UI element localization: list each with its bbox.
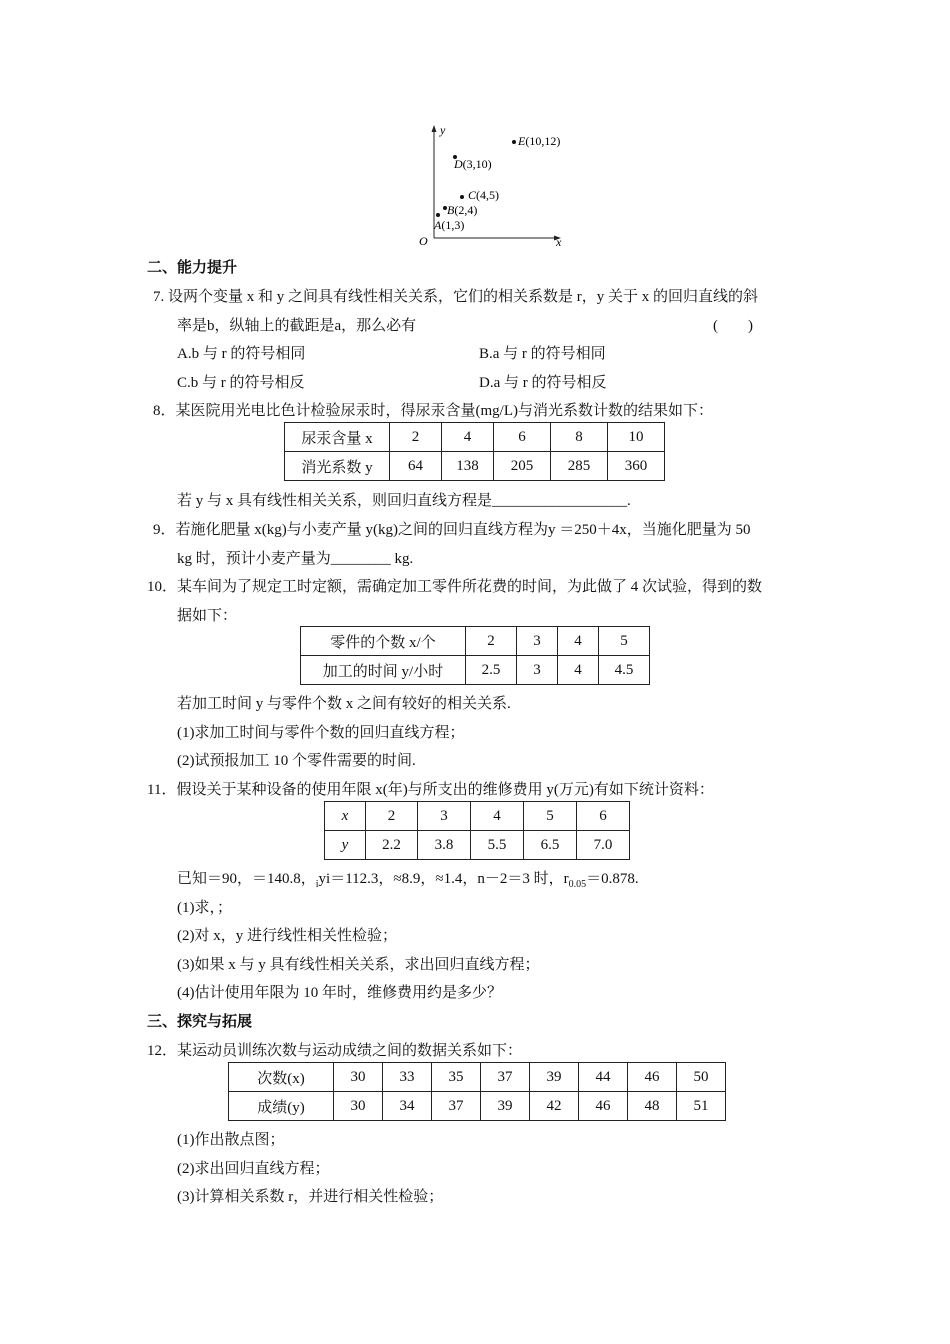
q11-known-sub2: 0.05 [568, 879, 587, 890]
table-cell: x [325, 802, 366, 831]
table-row [285, 423, 665, 452]
scatter-label-c: C(4,5) [468, 188, 500, 202]
table-row [325, 802, 630, 831]
q7-answer-paren: ( ) [713, 318, 753, 334]
y-axis-label: y [440, 123, 446, 137]
table-cell: 46 [579, 1092, 628, 1121]
table-cell: y [325, 831, 366, 860]
table-cell: 零件的个数 x/个 [301, 627, 466, 656]
q7-option-a: A.b 与 r 的符号相同 [177, 346, 306, 362]
table-cell: 6 [494, 423, 551, 452]
section-heading-explore: 三、探究与拓展 [147, 1013, 253, 1030]
q11-known [177, 869, 639, 895]
table-cell: 33 [383, 1063, 432, 1092]
table-cell: 3 [517, 656, 558, 685]
q7-option-b: B.a 与 r 的符号相同 [479, 346, 606, 362]
table-cell: 34 [383, 1092, 432, 1121]
table-cell: 2 [466, 627, 517, 656]
table-cell: 4 [558, 627, 599, 656]
table-cell: 3 [517, 627, 558, 656]
q12-part1: (1)作出散点图； [177, 1132, 285, 1148]
table-cell: 51 [677, 1092, 726, 1121]
table-cell: 5 [524, 802, 577, 831]
q12-part2: (2)求出回归直线方程； [177, 1161, 330, 1177]
table-cell: 8 [551, 423, 608, 452]
q11-line1: 11．假设关于某种设备的使用年限 x(年)与所支出的维修费用 y(万元)有如下统计资料： [147, 782, 714, 798]
q8-after: 若 y 与 x 具有线性相关关系，则回归直线方程是__________________. [177, 493, 631, 509]
table-row [229, 1092, 726, 1121]
table-cell: 2.5 [466, 656, 517, 685]
table-cell: 138 [442, 452, 494, 481]
table-cell: 44 [579, 1063, 628, 1092]
table-cell: 46 [628, 1063, 677, 1092]
table-cell: 7.0 [577, 831, 630, 860]
table-cell: 2 [390, 423, 442, 452]
q8-line1: 8．某医院用光电比色计检验尿汞时，得尿汞含量(mg/L)与消光系数计数的结果如下： [153, 403, 713, 419]
q7-line1: 7. 设两个变量 x 和 y 之间具有线性相关关系，它们的相关系数是 r，y 关于 x 的回归直线的斜 [153, 289, 758, 305]
q10-part1: (1)求加工时间与零件个数的回归直线方程； [177, 725, 465, 741]
q12-table [228, 1062, 726, 1121]
table-cell: 尿汞含量 x [285, 423, 390, 452]
scatter-label-e: E(10,12) [518, 134, 561, 148]
table-cell: 205 [494, 452, 551, 481]
table-cell: 6 [577, 802, 630, 831]
table-cell: 42 [530, 1092, 579, 1121]
q7-option-d: D.a 与 r 的符号相反 [479, 375, 607, 391]
table-cell: 2.2 [366, 831, 418, 860]
q11-known-c: ＝0.878. [586, 871, 639, 887]
table-cell: 成绩(y) [229, 1092, 334, 1121]
q11-part1: (1)求，； [177, 900, 232, 916]
q11-table [324, 801, 630, 860]
q7-option-c: C.b 与 r 的符号相反 [177, 375, 305, 391]
scatter-point-a [436, 213, 440, 217]
table-cell: 35 [432, 1063, 481, 1092]
table-cell: 3 [418, 802, 471, 831]
scatter-label-b: B(2,4) [447, 203, 478, 217]
q12-part3: (3)计算相关系数 r，并进行相关性检验； [177, 1189, 444, 1205]
table-cell: 50 [677, 1063, 726, 1092]
table-cell: 4.5 [599, 656, 650, 685]
q7-line2: 率是b，纵轴上的截距是a，那么必有 [177, 318, 417, 334]
table-cell: 39 [481, 1092, 530, 1121]
x-axis-label: x [556, 235, 562, 249]
table-cell: 10 [608, 423, 665, 452]
table-cell: 30 [334, 1092, 383, 1121]
table-cell: 2 [366, 802, 418, 831]
q10-part2: (2)试预报加工 10 个零件需要的时间. [177, 753, 416, 769]
q11-part2: (2)对 x，y 进行线性相关性检验； [177, 928, 397, 944]
table-cell: 30 [334, 1063, 383, 1092]
table-cell: 360 [608, 452, 665, 481]
table-cell: 285 [551, 452, 608, 481]
table-cell: 次数(x) [229, 1063, 334, 1092]
table-row [229, 1063, 726, 1092]
scatter-label-a: A(1,3) [434, 218, 465, 232]
q11-known-a: 已知＝90，＝140.8， [177, 871, 316, 887]
q10-table [300, 626, 650, 685]
q8-table [284, 422, 665, 481]
q10-line2: 据如下： [177, 608, 238, 624]
section-heading-ability: 二、能力提升 [147, 259, 238, 276]
table-cell: 37 [481, 1063, 530, 1092]
q11-part3: (3)如果 x 与 y 具有线性相关关系，求出回归直线方程； [177, 957, 540, 973]
scatter-point-c [460, 195, 464, 199]
table-cell: 4 [471, 802, 524, 831]
q11-part4: (4)估计使用年限为 10 年时，维修费用约是多少？ [177, 985, 502, 1001]
table-cell: 4 [558, 656, 599, 685]
q10-line1: 10．某车间为了规定工时定额，需确定加工零件所花费的时间，为此做了 4 次试验，得到的数 [147, 579, 763, 595]
q9-line1: 9．若施化肥量 x(kg)与小麦产量 y(kg)之间的回归直线方程为y ＝250＋4x，当施化肥量为 50 [153, 522, 751, 538]
scatter-point-e [512, 140, 516, 144]
table-cell: 6.5 [524, 831, 577, 860]
scatter-figure [412, 122, 572, 250]
table-cell: 48 [628, 1092, 677, 1121]
scatter-label-d: D(3,10) [454, 157, 492, 171]
table-cell: 3.8 [418, 831, 471, 860]
q12-line1: 12．某运动员训练次数与运动成绩之间的数据关系如下： [147, 1043, 523, 1059]
table-row [301, 627, 650, 656]
table-cell: 5.5 [471, 831, 524, 860]
table-cell: 39 [530, 1063, 579, 1092]
table-cell: 37 [432, 1092, 481, 1121]
q9-line2: kg 时，预计小麦产量为________ kg. [177, 551, 414, 567]
q11-known-b: yi＝112.3，≈8.9，≈1.4，n－2＝3 时，r [318, 871, 569, 887]
table-cell: 消光系数 y [285, 452, 390, 481]
table-row [325, 831, 630, 860]
table-cell: 加工的时间 y/小时 [301, 656, 466, 685]
q10-after: 若加工时间 y 与零件个数 x 之间有较好的相关关系. [177, 696, 511, 712]
y-axis-arrow [432, 125, 437, 132]
table-cell: 64 [390, 452, 442, 481]
origin-label: O [419, 234, 428, 248]
table-cell: 5 [599, 627, 650, 656]
table-cell: 4 [442, 423, 494, 452]
table-row [301, 656, 650, 685]
q11-known-sub: i [315, 879, 319, 890]
table-row [285, 452, 665, 481]
